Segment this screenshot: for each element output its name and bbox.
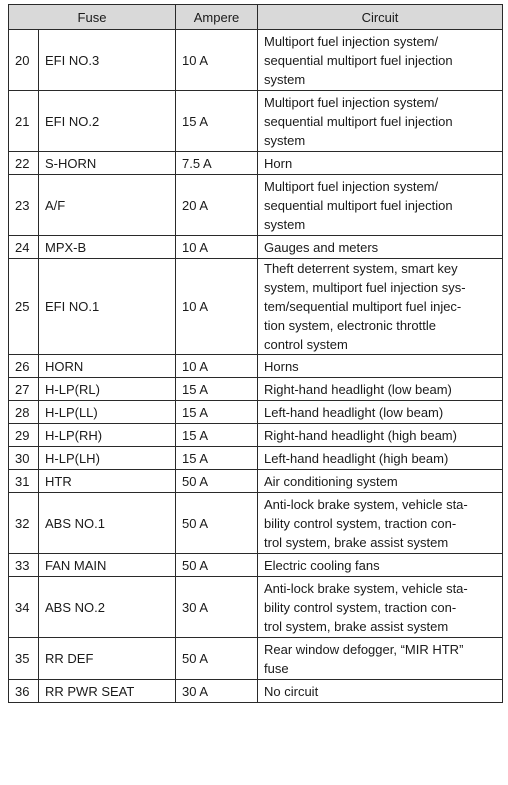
fuse-circuit — [258, 493, 503, 554]
fuse-table-container — [8, 4, 503, 703]
fuse-ampere: 30 A — [176, 577, 258, 638]
table-row — [9, 401, 503, 424]
circuit-text: Right-hand headlight (low beam) — [264, 381, 452, 397]
circuit-text: Right-hand headlight (high beam) — [264, 427, 457, 443]
table-row — [9, 470, 503, 493]
fuse-name: FAN MAIN — [39, 554, 176, 577]
fuse-ampere: 15 A — [176, 424, 258, 447]
fuse-circuit — [258, 355, 503, 378]
fuse-number: 25 — [9, 259, 39, 355]
table-row — [9, 424, 503, 447]
fuse-circuit — [258, 424, 503, 447]
fuse-name: RR PWR SEAT — [39, 680, 176, 703]
fuse-ampere: 50 A — [176, 493, 258, 554]
fuse-number: 33 — [9, 554, 39, 577]
table-row — [9, 91, 503, 152]
fuse-number: 35 — [9, 638, 39, 680]
fuse-ampere: 30 A — [176, 680, 258, 703]
fuse-name: H-LP(RH) — [39, 424, 176, 447]
fuse-circuit — [258, 554, 503, 577]
fuse-ampere: 15 A — [176, 401, 258, 424]
fuse-circuit — [258, 91, 503, 152]
header-fuse: Fuse — [9, 5, 176, 30]
circuit-text: Gauges and meters — [264, 239, 379, 255]
fuse-name: HORN — [39, 355, 176, 378]
fuse-number: 26 — [9, 355, 39, 378]
table-row — [9, 680, 503, 703]
fuse-name: RR DEF — [39, 638, 176, 680]
fuse-name: S-HORN — [39, 152, 176, 175]
table-body — [9, 30, 503, 703]
circuit-text: Anti-lock brake system, vehicle sta- bility control system, traction con- trol system, brake assist system — [264, 496, 468, 550]
table-row — [9, 355, 503, 378]
fuse-number: 36 — [9, 680, 39, 703]
fuse-circuit — [258, 378, 503, 401]
fuse-circuit — [258, 470, 503, 493]
fuse-circuit — [258, 259, 503, 355]
fuse-ampere: 10 A — [176, 355, 258, 378]
fuse-name: MPX-B — [39, 236, 176, 259]
table-row — [9, 175, 503, 236]
fuse-ampere: 50 A — [176, 554, 258, 577]
table-row — [9, 577, 503, 638]
fuse-ampere: 10 A — [176, 259, 258, 355]
fuse-name: HTR — [39, 470, 176, 493]
fuse-circuit — [258, 152, 503, 175]
fuse-number: 21 — [9, 91, 39, 152]
fuse-ampere: 20 A — [176, 175, 258, 236]
fuse-number: 24 — [9, 236, 39, 259]
fuse-circuit — [258, 577, 503, 638]
fuse-number: 32 — [9, 493, 39, 554]
fuse-name: EFI NO.1 — [39, 259, 176, 355]
header-circuit: Circuit — [258, 5, 503, 30]
circuit-text: Multiport fuel injection system/ sequential multiport fuel injection system — [264, 178, 453, 232]
fuse-ampere: 10 A — [176, 30, 258, 91]
table-row — [9, 638, 503, 680]
fuse-circuit — [258, 638, 503, 680]
fuse-name: H-LP(LH) — [39, 447, 176, 470]
fuse-circuit — [258, 175, 503, 236]
fuse-number: 20 — [9, 30, 39, 91]
fuse-circuit — [258, 447, 503, 470]
fuse-name: EFI NO.3 — [39, 30, 176, 91]
fuse-number: 30 — [9, 447, 39, 470]
fuse-number: 34 — [9, 577, 39, 638]
circuit-text: Horns — [264, 358, 299, 374]
fuse-number: 23 — [9, 175, 39, 236]
fuse-circuit — [258, 680, 503, 703]
fuse-table — [8, 4, 503, 703]
fuse-number: 27 — [9, 378, 39, 401]
fuse-circuit — [258, 236, 503, 259]
circuit-text: Anti-lock brake system, vehicle sta- bility control system, traction con- trol system, brake assist system — [264, 580, 468, 634]
header-ampere: Ampere — [176, 5, 258, 30]
circuit-text: Left-hand headlight (high beam) — [264, 450, 449, 466]
fuse-ampere: 50 A — [176, 470, 258, 493]
fuse-ampere: 15 A — [176, 447, 258, 470]
circuit-text: Air conditioning system — [264, 473, 398, 489]
table-row — [9, 152, 503, 175]
table-row — [9, 554, 503, 577]
circuit-text: Left-hand headlight (low beam) — [264, 404, 444, 420]
circuit-text: Multiport fuel injection system/ sequential multiport fuel injection system — [264, 94, 453, 148]
fuse-ampere: 15 A — [176, 378, 258, 401]
fuse-ampere: 15 A — [176, 91, 258, 152]
fuse-name: ABS NO.1 — [39, 493, 176, 554]
fuse-ampere: 7.5 A — [176, 152, 258, 175]
fuse-number: 31 — [9, 470, 39, 493]
table-row — [9, 30, 503, 91]
circuit-text: Multiport fuel injection system/ sequential multiport fuel injection system — [264, 33, 453, 87]
fuse-number: 28 — [9, 401, 39, 424]
circuit-text: Rear window defogger, “MIR HTR” fuse — [264, 641, 464, 676]
circuit-text: Horn — [264, 155, 293, 171]
fuse-number: 29 — [9, 424, 39, 447]
table-row — [9, 236, 503, 259]
fuse-circuit — [258, 401, 503, 424]
table-header-row — [9, 5, 503, 30]
fuse-name: ABS NO.2 — [39, 577, 176, 638]
circuit-text: Electric cooling fans — [264, 557, 380, 573]
fuse-ampere: 50 A — [176, 638, 258, 680]
circuit-text: Theft deterrent system, smart key system, multiport fuel injection sys- tem/sequential multiport fuel injec- tion system, electronic throttle control system — [264, 261, 466, 352]
fuse-circuit — [258, 30, 503, 91]
fuse-ampere: 10 A — [176, 236, 258, 259]
fuse-number: 22 — [9, 152, 39, 175]
circuit-text: No circuit — [264, 683, 319, 699]
fuse-name: EFI NO.2 — [39, 91, 176, 152]
table-row — [9, 493, 503, 554]
table-row — [9, 447, 503, 470]
fuse-name: H-LP(RL) — [39, 378, 176, 401]
fuse-name: A/F — [39, 175, 176, 236]
table-row — [9, 259, 503, 355]
table-row — [9, 378, 503, 401]
fuse-name: H-LP(LL) — [39, 401, 176, 424]
